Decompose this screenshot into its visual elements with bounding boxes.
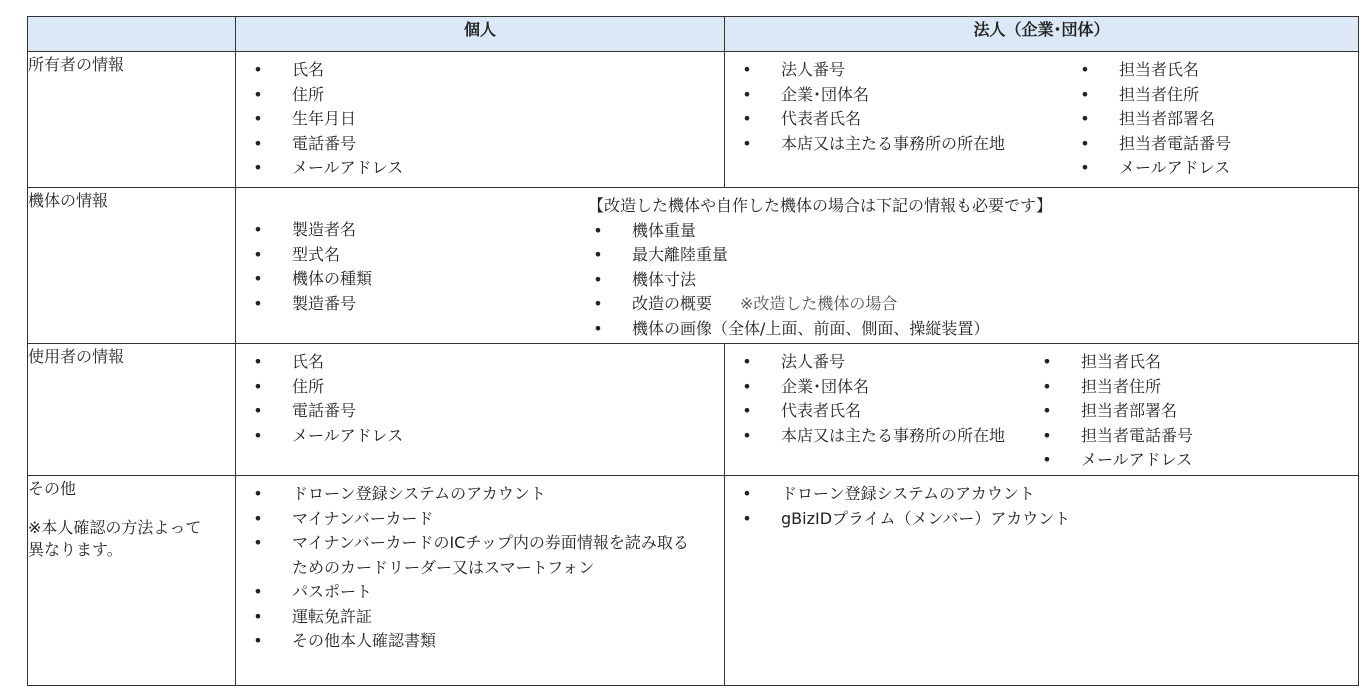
list-item-text: 電話番号 <box>292 401 357 420</box>
bullet-icon: • <box>742 376 752 396</box>
bullet-icon: • <box>742 401 752 420</box>
list-item-text: 担当者住所 <box>1081 376 1162 396</box>
bullet-icon: • <box>742 425 752 445</box>
list-item-text: 担当者電話番号 <box>1119 133 1232 153</box>
list-item <box>248 424 403 449</box>
row-label-aircraft: 機体の情報 <box>28 188 236 344</box>
list-item-text: 住所 <box>292 376 325 396</box>
list-item-text: 法人番号 <box>781 352 846 371</box>
list-item-text: 製造者名 <box>292 220 357 239</box>
list-item-text: 氏名 <box>292 352 325 371</box>
list-item <box>248 156 403 181</box>
list-item-text: その他本人確認書類 <box>292 631 437 650</box>
list-item-text: 運転免許証 <box>292 606 373 626</box>
list-item-text: 企業･団体名 <box>781 84 870 104</box>
other-individual-list <box>248 482 692 654</box>
aircraft-basic-list <box>248 218 372 316</box>
header-corner <box>28 17 236 52</box>
list-item <box>588 317 989 342</box>
list-item-text: マイナンバーカード <box>292 508 434 528</box>
list-item-text: 機体の画像（全体/上面、前面、側面、操縦装置） <box>632 318 990 338</box>
list-item-text: マイナンバーカードのICチップ内の券面情報を読み取るためのカードリーダー又はスマートフォン <box>292 533 689 577</box>
bullet-icon: • <box>742 352 752 371</box>
list-item-text: 担当者氏名 <box>1081 352 1162 371</box>
owner-corporate-cell <box>725 52 1359 188</box>
bullet-icon: • <box>253 293 263 313</box>
list-item <box>248 507 692 532</box>
list-item <box>248 580 692 605</box>
list-item-text: 担当者部署名 <box>1081 401 1178 420</box>
bullet-icon: • <box>253 606 263 626</box>
bullet-icon: • <box>253 533 263 552</box>
list-item-text: ドローン登録システムのアカウント <box>781 484 1035 503</box>
bullet-icon: • <box>1042 401 1052 420</box>
list-item <box>588 219 989 244</box>
list-item <box>248 531 692 580</box>
bullet-icon: • <box>593 220 603 240</box>
list-item <box>248 58 403 83</box>
bullet-icon: • <box>1080 109 1090 128</box>
bullet-icon: • <box>253 60 263 79</box>
row-aircraft <box>28 188 1359 344</box>
list-item-text: 代表者氏名 <box>781 401 862 420</box>
bullet-icon: • <box>593 245 603 264</box>
list-item <box>737 482 1070 507</box>
list-item-text: 最大離陸重量 <box>632 245 729 264</box>
owner-individual-cell <box>236 52 725 188</box>
row-other <box>28 476 1359 686</box>
bullet-icon: • <box>253 582 263 601</box>
list-item <box>1075 132 1231 157</box>
list-item-text: 担当者部署名 <box>1119 109 1216 128</box>
list-item <box>1037 375 1193 400</box>
list-item <box>248 243 372 268</box>
list-item-text: 機体寸法 <box>632 269 697 289</box>
list-item-text: 生年月日 <box>292 109 357 128</box>
bullet-icon: • <box>1042 450 1052 469</box>
list-item <box>588 243 989 268</box>
list-item-text: 代表者氏名 <box>781 109 862 128</box>
bullet-icon: • <box>1042 352 1052 371</box>
owner-corporate-left-list <box>737 58 1005 156</box>
list-item <box>248 267 372 292</box>
owner-individual-list <box>248 58 403 181</box>
bullet-icon: • <box>593 269 603 289</box>
bullet-icon: • <box>742 84 752 104</box>
list-item-text: メールアドレス <box>292 425 404 445</box>
bullet-icon: • <box>253 158 263 177</box>
bullet-icon: • <box>253 425 263 445</box>
header-row <box>28 17 1359 52</box>
bullet-icon: • <box>593 318 603 338</box>
list-item <box>1075 58 1231 83</box>
aircraft-cell <box>236 188 1359 344</box>
user-individual-list <box>248 350 403 448</box>
list-item <box>1075 156 1231 181</box>
bullet-icon: • <box>253 484 263 503</box>
list-item-text: メールアドレス <box>1081 450 1193 469</box>
user-corporate-left-list <box>737 350 1021 448</box>
list-item-text: 住所 <box>292 84 325 104</box>
list-item <box>248 399 403 424</box>
owner-corporate-right-list <box>1075 58 1231 181</box>
list-item <box>248 629 692 654</box>
list-item-text: 法人番号 <box>781 60 846 79</box>
list-item-text: ドローン登録システムのアカウント <box>292 484 546 503</box>
bullet-icon: • <box>742 508 752 528</box>
bullet-icon: • <box>253 84 263 104</box>
bullet-icon: • <box>742 133 752 153</box>
list-item <box>248 605 692 630</box>
bullet-icon: • <box>1080 158 1090 177</box>
bullet-icon: • <box>593 294 603 313</box>
other-individual-cell <box>236 476 725 686</box>
list-item <box>248 375 403 400</box>
bullet-icon: • <box>1080 60 1090 79</box>
list-item <box>248 132 403 157</box>
list-item <box>737 350 1021 375</box>
identity-note: ※本人確認の方法よって異なります。 <box>28 518 202 559</box>
bullet-icon: • <box>253 401 263 420</box>
list-item-text: 担当者電話番号 <box>1081 425 1194 445</box>
list-item-text: 本店又は主たる事務所の所在地 <box>781 425 1006 445</box>
list-item-text: 氏名 <box>292 60 325 79</box>
bullet-icon: • <box>253 109 263 128</box>
list-item <box>737 58 1005 83</box>
list-item-text: 型式名 <box>292 244 341 264</box>
aircraft-modified-note: ※改造した機体の場合 <box>740 294 898 313</box>
list-item <box>248 218 372 243</box>
list-item <box>737 107 1005 132</box>
list-item <box>1075 83 1231 108</box>
list-item <box>588 268 989 293</box>
bullet-icon: • <box>742 484 752 503</box>
bullet-icon: • <box>1080 84 1090 104</box>
list-item-text: gBizIDプライム（メンバー）アカウント <box>781 508 1071 528</box>
registration-info-table <box>27 16 1359 686</box>
bullet-icon: • <box>253 269 263 288</box>
list-item-text: 機体重量 <box>632 220 697 240</box>
list-item <box>248 107 403 132</box>
list-item <box>1037 350 1193 375</box>
list-item-text: 電話番号 <box>292 133 357 153</box>
bullet-icon: • <box>253 244 263 264</box>
list-item-text: 改造の概要 <box>632 294 713 313</box>
bullet-icon: • <box>253 220 263 239</box>
list-item <box>1037 399 1193 424</box>
list-item-text: 製造番号 <box>292 293 357 313</box>
bullet-icon: • <box>253 352 263 371</box>
list-item <box>737 375 1021 400</box>
bullet-icon: • <box>253 133 263 153</box>
header-individual: 個人 <box>236 17 725 52</box>
list-item-text: パスポート <box>292 582 373 601</box>
list-item-text: 担当者住所 <box>1119 84 1200 104</box>
list-item <box>248 482 692 507</box>
bullet-icon: • <box>1080 133 1090 153</box>
list-item-text: メールアドレス <box>292 158 404 177</box>
list-item <box>737 399 1021 424</box>
user-individual-cell <box>236 344 725 476</box>
bullet-icon: • <box>742 109 752 128</box>
bullet-icon: • <box>253 508 263 528</box>
list-item-text: 企業･団体名 <box>781 376 870 396</box>
user-corporate-cell <box>725 344 1359 476</box>
user-corporate-right-list <box>1037 350 1193 473</box>
list-item <box>248 292 372 317</box>
bullet-icon: • <box>742 60 752 79</box>
row-owner <box>28 52 1359 188</box>
list-item <box>737 132 1005 157</box>
list-item <box>248 350 403 375</box>
list-item-text: メールアドレス <box>1119 158 1231 177</box>
list-item <box>1037 424 1193 449</box>
bullet-icon: • <box>253 631 263 650</box>
bullet-icon: • <box>1042 376 1052 396</box>
list-item-text: 機体の種類 <box>292 269 373 288</box>
other-corporate-cell <box>725 476 1359 686</box>
list-item <box>1075 107 1231 132</box>
aircraft-modified-title: 【改造した機体や自作した機体の場合は下記の情報も必要です】 <box>588 196 1053 215</box>
other-corporate-list <box>737 482 1070 531</box>
aircraft-modified-list <box>588 219 989 342</box>
header-corporate: 法人（企業･団体） <box>725 17 1359 52</box>
list-item <box>1037 448 1193 473</box>
row-user <box>28 344 1359 476</box>
list-item <box>737 424 1021 449</box>
bullet-icon: • <box>1042 425 1052 445</box>
list-item <box>737 83 1005 108</box>
row-label-owner: 所有者の情報 <box>28 52 236 188</box>
bullet-icon: • <box>253 376 263 396</box>
row-label-other: その他 <box>28 479 77 498</box>
row-label-user: 使用者の情報 <box>28 344 236 476</box>
list-item-text: 担当者氏名 <box>1119 60 1200 79</box>
row-label-other-cell <box>28 476 236 686</box>
list-item-text: 本店又は主たる事務所の所在地 <box>781 133 1006 153</box>
list-item <box>248 83 403 108</box>
list-item <box>737 507 1070 532</box>
